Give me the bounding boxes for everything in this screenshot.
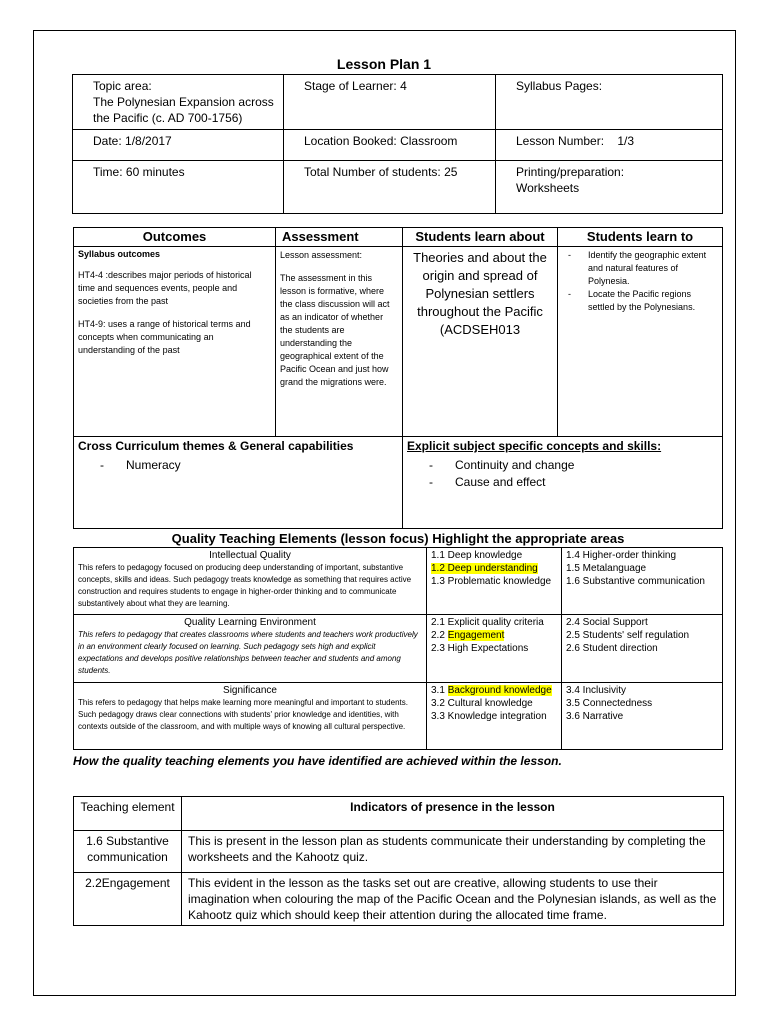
- qte-element: 1.5 Metalanguage: [566, 563, 647, 574]
- outcomes-table: [73, 227, 723, 529]
- achieved-heading: How the quality teaching elements you have identified are achieved within the lesson.: [73, 754, 562, 768]
- qte-element-number: 2.2: [431, 630, 448, 641]
- topic-value: The Polynesian Expansion across the Pacific (c. AD 700-1756): [93, 95, 274, 125]
- qte-elements-3: [427, 683, 562, 750]
- syllabus-pages-cell: Syllabus Pages:: [496, 75, 723, 130]
- indicator-element: 1.6 Substantive communication: [74, 831, 182, 873]
- qte-element: 3.4 Inclusivity: [566, 685, 627, 696]
- cross-curriculum-item: - Numeracy: [78, 457, 398, 474]
- topic-cell: [73, 75, 284, 130]
- qte-element: [431, 629, 557, 642]
- printing-value: Worksheets: [516, 181, 580, 195]
- learn-to-item: - Locate the Pacific regions settled by the Polynesians.: [562, 288, 718, 314]
- explicit-concept-item: - Continuity and change: [407, 457, 718, 474]
- learn-to-cell: [558, 247, 723, 437]
- assessment-label: Lesson assessment:: [280, 250, 363, 260]
- header-indicators: Indicators of presence in the lesson: [182, 797, 724, 831]
- qte-element: 1.1 Deep knowledge: [431, 550, 523, 561]
- qte-caption: Quality Learning Environment: [184, 617, 316, 628]
- students-cell: Total Number of students: 25: [284, 161, 496, 214]
- highlighted-element: Engagement: [447, 630, 505, 641]
- header-assessment: Assessment: [276, 228, 403, 247]
- qte-elements-1: [427, 548, 562, 615]
- outcomes-label: Syllabus outcomes: [78, 249, 161, 259]
- qte-heading: Quality Teaching Elements (lesson focus) Highlight the appropriate areas: [171, 531, 625, 546]
- qte-element: 3.2 Cultural knowledge: [431, 698, 533, 709]
- qte-row-significance: [74, 683, 427, 750]
- lesson-number-cell: Lesson Number: 1/3: [496, 130, 723, 161]
- qte-element: 1.3 Problematic knowledge: [431, 576, 552, 587]
- learn-to-list: [562, 249, 718, 314]
- indicator-text: This is present in the lesson plan as students communicate their understanding by completing the worksheets and the Kahootz quiz.: [182, 831, 724, 873]
- qte-element: 2.1 Explicit quality criteria: [431, 617, 544, 628]
- qte-description: This refers to pedagogy focused on producing deep understanding of important, substantive concepts, skills and ideas. Such pedagogy treats knowledge as something that requires active construction and requires students to engage in higher-order thinking and to communicate substantively about what they are learning.: [78, 563, 412, 608]
- lesson-info-table: [72, 74, 723, 214]
- highlighted-element: 1.2 Deep understanding: [431, 563, 538, 574]
- qte-elements-2b: [562, 615, 723, 683]
- outcome-ht4-9: HT4-9: uses a range of historical terms and concepts when communicating an understanding of the past: [78, 319, 251, 355]
- location-cell: Location Booked: Classroom: [284, 130, 496, 161]
- assessment-cell: [276, 247, 403, 437]
- highlighted-element: Background knowledge: [447, 685, 552, 696]
- qte-element-number: 3.1: [431, 685, 448, 696]
- qte-element: 2.5 Students' self regulation: [566, 630, 690, 641]
- qte-element: 1.4 Higher-order thinking: [566, 550, 677, 561]
- qte-element: [431, 684, 557, 697]
- qte-row-intellectual: [74, 548, 427, 615]
- explicit-concept-item: - Cause and effect: [407, 474, 718, 491]
- explicit-concepts-cell: [403, 437, 723, 529]
- qte-elements-3b: [562, 683, 723, 750]
- qte-element: 3.3 Knowledge integration: [431, 711, 547, 722]
- learn-about-text: Theories and about the origin and spread of Polynesian settlers throughout the Pacific (ACDSEH013: [413, 250, 547, 337]
- explicit-concepts-heading: Explicit subject specific concepts and skills:: [407, 439, 662, 453]
- indicator-text: This evident in the lesson as the tasks set out are creative, allowing students to use their imagination when colouring the map of the Pacific Ocean and the Polynesian islands, as well as the Kahootz quiz which should keep their attention during the allocated time frame.: [182, 873, 724, 926]
- header-learn-about: Students learn about: [403, 228, 558, 247]
- learn-to-item: - Identify the geographic extent and natural features of Polynesia.: [562, 249, 718, 288]
- date-cell: Date: 1/8/2017: [73, 130, 284, 161]
- assessment-text: The assessment in this lesson is formative, where the class discussion will act as an indicator of whether the students are understanding the geographical extent of the Pacific Ocean and just how grand the migrations were.: [280, 273, 390, 387]
- qte-elements-2: [427, 615, 562, 683]
- printing-cell: [496, 161, 723, 214]
- cross-curriculum-list: [78, 457, 398, 474]
- stage-cell: Stage of Learner: 4: [284, 75, 496, 130]
- qte-element: [431, 562, 557, 575]
- indicator-element: 2.2Engagement: [74, 873, 182, 926]
- qte-description: This refers to pedagogy that helps make learning more meaningful and important to students. Such pedagogy draws clear connections with students' prior knowledge and identities, with contexts outside of the classroom, and with multiple ways of knowing all cultural perspective.: [78, 698, 408, 731]
- indicators-table: [73, 796, 724, 926]
- printing-label: Printing/preparation:: [516, 165, 625, 179]
- header-learn-to: Students learn to: [558, 228, 723, 247]
- learn-about-cell: [403, 247, 558, 437]
- outcomes-cell: [74, 247, 276, 437]
- qte-caption: Significance: [223, 685, 277, 696]
- quality-teaching-table: [73, 530, 723, 750]
- page-title: Lesson Plan 1: [336, 56, 432, 72]
- time-cell: Time: 60 minutes: [73, 161, 284, 214]
- cross-curriculum-heading: Cross Curriculum themes & General capabilities: [78, 439, 354, 453]
- qte-elements-1b: [562, 548, 723, 615]
- qte-element: 3.6 Narrative: [566, 711, 624, 722]
- qte-row-environment: [74, 615, 427, 683]
- qte-description: This refers to pedagogy that creates classrooms where students and teachers work productively in an environment clearly focused on learning. Such pedagogy sets high and explicit expectations and develops positive relationships between teacher and students and among students.: [78, 630, 418, 675]
- qte-element: 1.6 Substantive communication: [566, 576, 705, 587]
- qte-element: 2.6 Student direction: [566, 643, 658, 654]
- qte-element: 2.4 Social Support: [566, 617, 648, 628]
- outcome-ht4-4: HT4-4 :describes major periods of historical time and sequences events, people and societies from the past: [78, 270, 252, 306]
- topic-label: Topic area:: [93, 79, 152, 93]
- header-outcomes: Outcomes: [74, 228, 276, 247]
- qte-caption: Intellectual Quality: [209, 550, 291, 561]
- header-teaching-element: Teaching element: [74, 797, 182, 831]
- explicit-concepts-list: [407, 457, 718, 491]
- qte-element: 3.5 Connectedness: [566, 698, 653, 709]
- cross-curriculum-cell: [74, 437, 403, 529]
- qte-element: 2.3 High Expectations: [431, 643, 529, 654]
